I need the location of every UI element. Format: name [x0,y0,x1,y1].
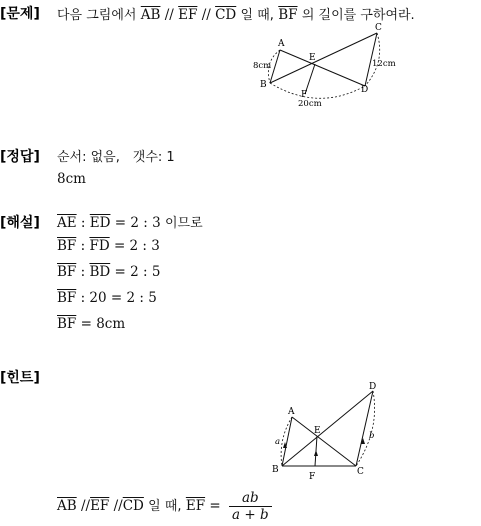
label-d: D [361,85,369,95]
fraction [229,490,272,523]
segment-bf: $\overline{BF}$ [57,316,77,332]
solution-line-2 [57,238,160,254]
hint-figure [268,380,388,485]
answer-order-text: 순서: 없음, [57,150,120,165]
parallel-sign: // [113,498,123,514]
segment-bf: $\overline{BF}$ [57,264,77,280]
segment-ef: $\overline{EF}$ [178,7,198,23]
hint-formula [57,490,272,523]
segment-ef: $\overline{EF}$ [90,498,110,514]
problem-suffix: 의 길이를 구하여라. [301,8,415,23]
hint-label-b-small: b [369,431,375,441]
hint-label-a: A [288,407,295,417]
problem-label: [문제] [0,6,40,22]
parallel-sign: // [80,498,91,514]
segment-ed: $\overline{ED}$ [89,215,111,231]
answer-count-text: 갯수: 1 [132,150,175,165]
label-a: A [278,39,285,49]
hint-label-d: D [369,382,377,392]
ratio-colon: : [80,238,86,254]
segment-bf: $\overline{BF}$ [57,290,77,306]
solution-line-1 [57,212,203,231]
solution-line-3 [57,264,160,280]
ratio-colon: : [80,215,86,231]
problem-mid: 일 때, [240,8,274,23]
len-cd: 12cm [372,59,396,69]
parallel-sign: // [201,7,211,23]
equals-sign: = [209,498,221,514]
answer-value: 8cm [57,171,86,187]
segment-ab: $\overline{AB}$ [57,498,77,514]
result-value: = 8cm [80,316,126,332]
solution-suffix: 이므로 [164,216,203,231]
segment-cd: $\overline{CD}$ [215,7,237,23]
label-b: B [260,80,267,90]
ratio-value: = 2 : 3 [113,238,160,254]
ratio-colon: : [80,264,86,280]
ratio-value: = 2 : 5 [114,264,161,280]
hint-label-f: F [309,472,316,482]
hint-label-c: C [357,467,364,477]
segment-ab: $\overline{AB}$ [140,7,161,23]
problem-figure [248,22,408,122]
segment-ae: $\overline{AE}$ [57,215,77,231]
answer-label: [정답] [0,149,40,165]
label-e: E [309,53,316,63]
solution-label: [해설] [0,215,40,231]
len-bd: 20cm [298,99,322,109]
hint-label-e: E [314,426,321,436]
ratio-value: : 20 = 2 : 5 [80,290,157,306]
hint-label-b: B [272,465,279,475]
hint-mid: 일 때, [148,499,182,514]
segment-ef: $\overline{EF}$ [185,498,206,514]
segment-bd: $\overline{BD}$ [89,264,111,280]
fraction-denominator: a + b [232,507,269,523]
answer-order [57,146,175,165]
segment-fd: $\overline{FD}$ [89,238,110,254]
parallel-sign: // [164,7,174,23]
segment-cd: $\overline{CD}$ [122,498,144,514]
label-f: F [301,90,308,100]
problem-text [57,4,415,23]
segment-bf: $\overline{BF}$ [57,238,77,254]
label-c: C [375,23,382,33]
hint-label-a-small: a [275,437,281,447]
len-ab: 8cm [253,61,272,71]
fraction-numerator: ab [229,490,272,507]
solution-line-5 [57,316,125,332]
problem-prefix: 다음 그림에서 [57,8,137,23]
segment-bf: $\overline{BF}$ [278,7,298,23]
ratio-value: = 2 : 3 [114,215,161,231]
solution-line-4 [57,290,157,306]
hint-label: [힌트] [0,370,40,386]
